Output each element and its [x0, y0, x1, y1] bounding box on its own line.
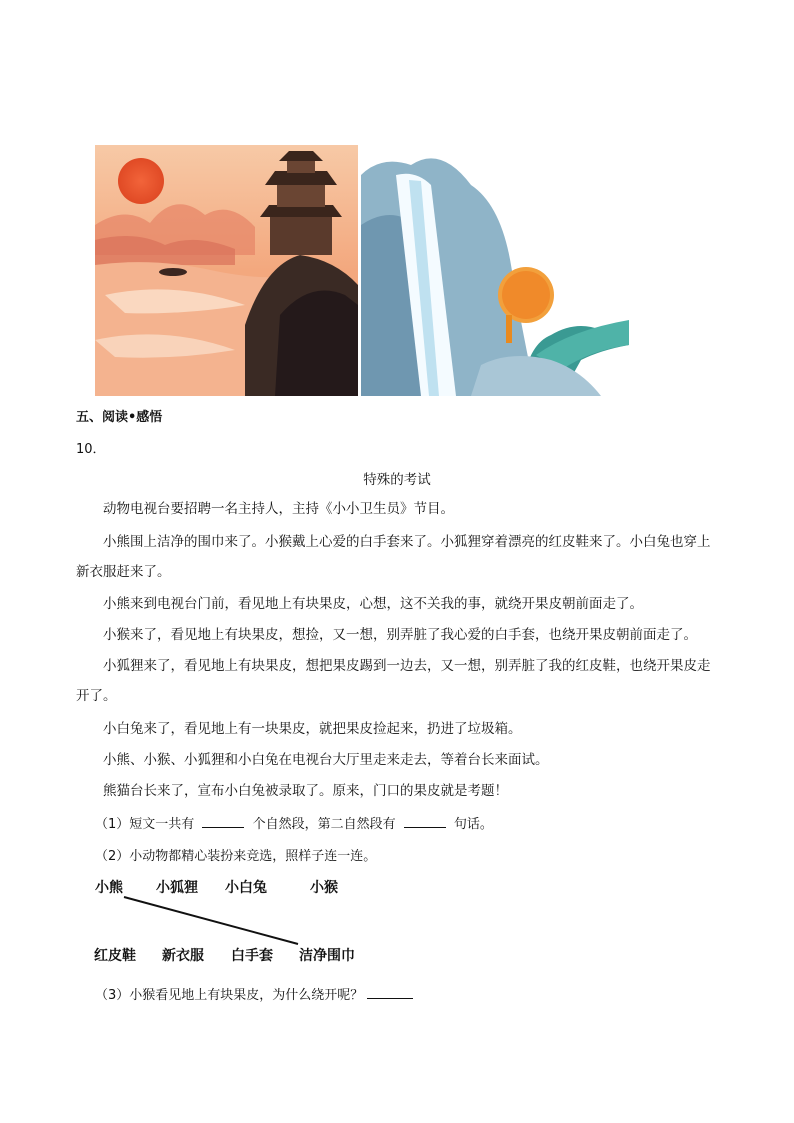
match-animal-rabbit[interactable]: 小白兔: [225, 880, 267, 896]
question-1-text-c: 句话。: [453, 817, 493, 832]
match-item-clean-scarf[interactable]: 洁净围巾: [299, 948, 355, 964]
question-3: [95, 984, 417, 1003]
story-paragraph: 小狐狸来了，看见地上有块果皮，想把果皮踢到一边去，又一想，别弄脏了我的红皮鞋，也绕开果皮走开了。: [76, 658, 711, 704]
story-paragraph: 小熊来到电视台门前，看见地上有块果皮，心想，这不关我的事，就绕开果皮朝前面走了。: [103, 596, 643, 612]
story-paragraph: 动物电视台要招聘一名主持人，主持《小小卫生员》节目。: [103, 501, 454, 517]
match-animal-monkey[interactable]: 小猴: [310, 880, 338, 896]
answer-blank-question-3[interactable]: [367, 986, 413, 999]
match-item-white-gloves[interactable]: 白手套: [231, 948, 273, 964]
question-3-text: （3）小猴看见地上有块果皮，为什么绕开呢？: [95, 988, 364, 1003]
story-paragraph: 小熊围上洁净的围巾来了。小猴戴上心爱的白手套来了。小狐狸穿着漂亮的红皮鞋来了。小白兔也穿上新衣服赶来了。: [76, 534, 711, 580]
story-paragraph: 小熊、小猴、小狐狸和小白兔在电视台大厅里走来走去，等着台长来面试。: [103, 752, 549, 768]
story-paragraph: 小猴来了，看见地上有块果皮，想捡，又一想，别弄脏了我心爱的白手套，也绕开果皮朝前面走了。: [103, 627, 697, 643]
section-heading: 五、阅读•感悟: [76, 410, 163, 425]
match-animal-fox[interactable]: 小狐狸: [156, 880, 198, 896]
story-paragraph: 熊猫台长来了，宣布小白兔被录取了。原来，门口的果皮就是考题！: [103, 783, 508, 799]
question-number: 10．: [76, 442, 106, 457]
match-animal-bear[interactable]: 小熊: [95, 880, 123, 896]
question-2: （2）小动物都精心装扮来竞选，照样子连一连。: [95, 849, 377, 864]
match-item-new-clothes[interactable]: 新衣服: [162, 948, 204, 964]
match-item-red-shoes[interactable]: 红皮鞋: [94, 948, 136, 964]
story-title: 特殊的考试: [363, 472, 431, 488]
question-1-text-a: （1）短文一共有: [95, 817, 195, 832]
story-paragraph: 小白兔来了，看见地上有一块果皮，就把果皮捡起来，扔进了垃圾箱。: [103, 721, 522, 737]
question-1-text-b: 个自然段，第二自然段有: [252, 817, 396, 832]
